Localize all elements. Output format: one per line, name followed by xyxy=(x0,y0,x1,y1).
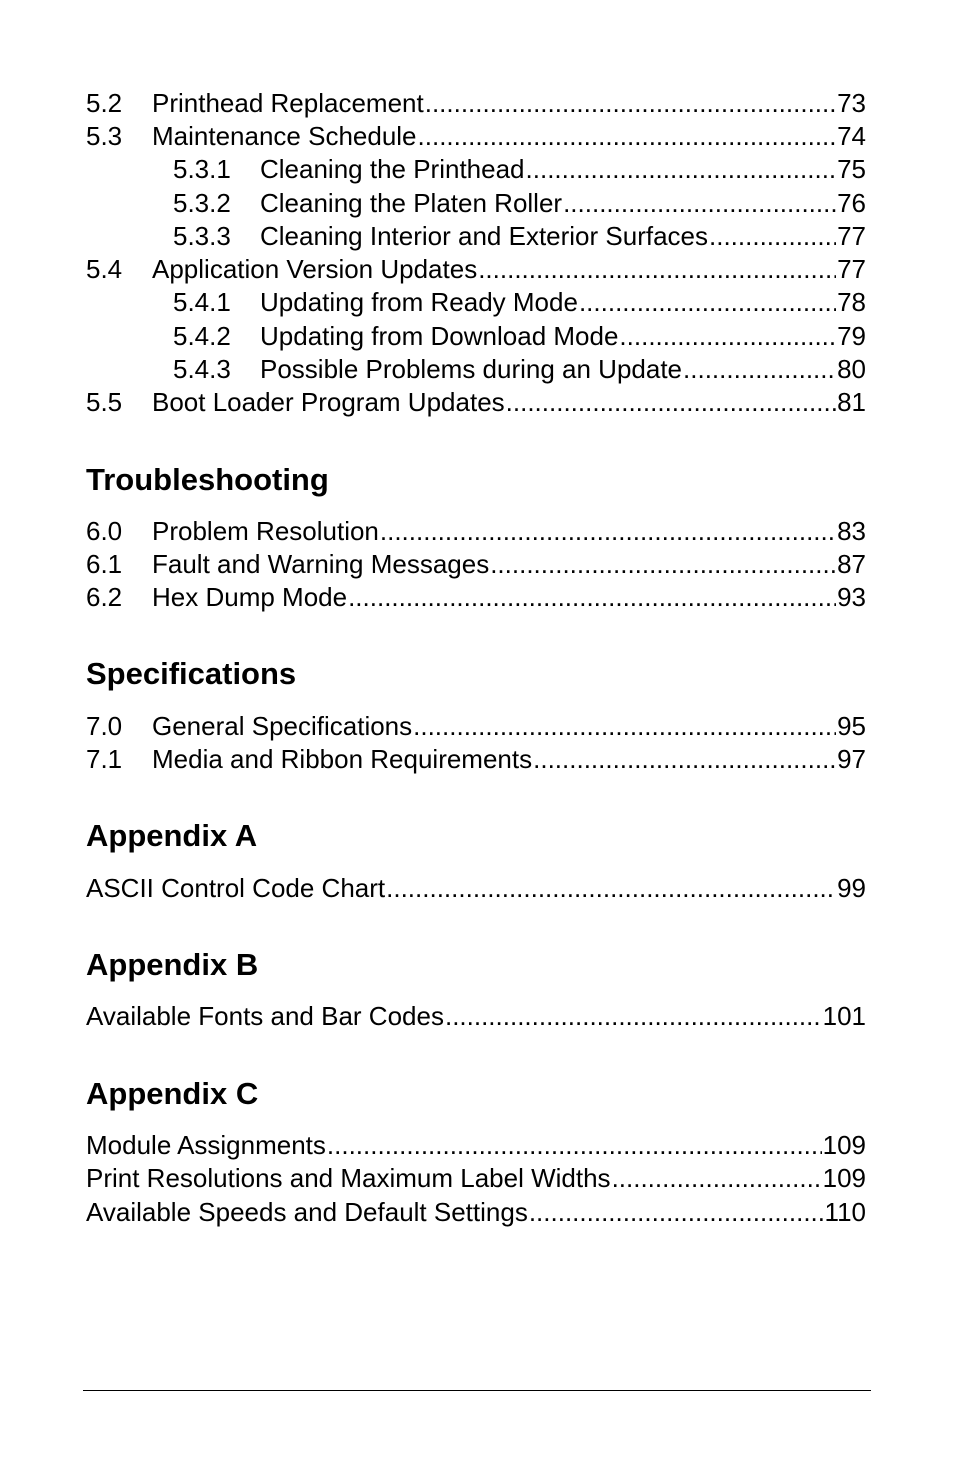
section-heading-appendix-a: Appendix A xyxy=(86,818,258,853)
dot-leader xyxy=(506,386,836,418)
dot-leader xyxy=(327,1129,822,1161)
toc-entry-5-4-3[interactable] xyxy=(173,353,866,385)
toc-entry-number: 5.3 xyxy=(86,121,123,151)
dot-leader xyxy=(348,581,836,613)
toc-entry-5-4-2[interactable] xyxy=(173,320,866,352)
toc-entry-module-assignments[interactable] xyxy=(86,1129,866,1161)
toc-entry-title: Printhead Replacement xyxy=(152,88,424,118)
toc-entry-page: 80 xyxy=(837,354,866,384)
dot-leader xyxy=(533,743,836,775)
toc-entry-7-1[interactable] xyxy=(86,743,866,775)
toc-entry-number: 5.2 xyxy=(86,88,123,118)
toc-entry-title: Print Resolutions and Maximum Label Widths xyxy=(86,1163,611,1193)
toc-entry-7-0[interactable] xyxy=(86,710,866,742)
toc-entry-available-speeds[interactable] xyxy=(86,1196,866,1228)
toc-entry-number: 6.1 xyxy=(86,549,123,579)
toc-entry-number: 6.0 xyxy=(86,516,123,546)
toc-entry-title: Available Fonts and Bar Codes xyxy=(86,1001,444,1031)
toc-entry-number: 5.3.3 xyxy=(173,221,231,251)
dot-leader xyxy=(386,872,836,904)
toc-entry-5-3-2[interactable] xyxy=(173,187,866,219)
toc-entry-number: 5.3.2 xyxy=(173,188,231,218)
toc-entry-page: 97 xyxy=(837,744,866,774)
toc-entry-title: ASCII Control Code Chart xyxy=(86,873,386,903)
toc-entry-5-3-1[interactable] xyxy=(173,153,866,185)
toc-entry-title: Available Speeds and Default Settings xyxy=(86,1197,528,1227)
dot-leader xyxy=(709,220,836,252)
toc-entry-title: Updating from Ready Mode xyxy=(260,287,578,317)
toc-entry-page: 83 xyxy=(837,516,866,546)
toc-entry-page: 73 xyxy=(837,88,866,118)
section-heading-appendix-c: Appendix C xyxy=(86,1076,259,1111)
section-heading-specifications: Specifications xyxy=(86,656,297,691)
toc-entry-title: Problem Resolution xyxy=(152,516,379,546)
dot-leader xyxy=(418,120,837,152)
toc-entry-ascii-control-code-chart[interactable] xyxy=(86,872,866,904)
toc-entry-5-3-3[interactable] xyxy=(173,220,866,252)
section-heading-troubleshooting: Troubleshooting xyxy=(86,462,329,497)
toc-entry-page: 99 xyxy=(837,873,866,903)
dot-leader xyxy=(612,1162,822,1194)
dot-leader xyxy=(526,153,837,185)
toc-entry-page: 101 xyxy=(822,1001,866,1031)
toc-entry-number: 5.3.1 xyxy=(173,154,231,184)
toc-entry-5-4[interactable] xyxy=(86,253,866,285)
dot-leader xyxy=(490,548,836,580)
toc-entry-page: 79 xyxy=(837,321,866,351)
toc-entry-page: 110 xyxy=(824,1197,866,1227)
toc-entry-title: Media and Ribbon Requirements xyxy=(152,744,533,774)
dot-leader xyxy=(425,87,836,119)
dot-leader xyxy=(445,1000,822,1032)
toc-entry-title: Cleaning the Platen Roller xyxy=(260,188,563,218)
toc-entry-page: 76 xyxy=(837,188,866,218)
toc-entry-page: 87 xyxy=(837,549,866,579)
dot-leader xyxy=(380,515,836,547)
dot-leader xyxy=(478,253,836,285)
toc-entry-page: 74 xyxy=(837,121,866,151)
toc-entry-page: 77 xyxy=(837,221,866,251)
section-heading-appendix-b: Appendix B xyxy=(86,947,259,982)
toc-entry-page: 81 xyxy=(837,387,866,417)
toc-entry-title: Hex Dump Mode xyxy=(152,582,348,612)
toc-entry-print-resolutions[interactable] xyxy=(86,1162,866,1194)
dot-leader xyxy=(619,320,836,352)
toc-entry-6-2[interactable] xyxy=(86,581,866,613)
toc-entry-number: 5.4.3 xyxy=(173,354,231,384)
toc-entry-title: Maintenance Schedule xyxy=(152,121,417,151)
toc-entry-5-3[interactable] xyxy=(86,120,866,152)
toc-entry-title: Cleaning the Printhead xyxy=(260,154,525,184)
toc-entry-number: 5.5 xyxy=(86,387,123,417)
toc-entry-available-fonts[interactable] xyxy=(86,1000,866,1032)
toc-entry-page: 109 xyxy=(822,1163,866,1193)
toc-entry-number: 5.4.1 xyxy=(173,287,231,317)
toc-entry-title: Application Version Updates xyxy=(152,254,478,284)
toc-entry-page: 109 xyxy=(822,1130,866,1160)
toc-entry-6-1[interactable] xyxy=(86,548,866,580)
toc-entry-title: Updating from Download Mode xyxy=(260,321,619,351)
toc-entry-title: Possible Problems during an Update xyxy=(260,354,683,384)
footer-divider xyxy=(83,1390,871,1391)
toc-entry-page: 93 xyxy=(837,582,866,612)
toc-entry-title: Boot Loader Program Updates xyxy=(152,387,505,417)
toc-entry-6-0[interactable] xyxy=(86,515,866,547)
toc-entry-title: Module Assignments xyxy=(86,1130,326,1160)
dot-leader xyxy=(579,286,836,318)
toc-entry-page: 75 xyxy=(837,154,866,184)
toc-entry-number: 5.4 xyxy=(86,254,123,284)
toc-entry-5-5[interactable] xyxy=(86,386,866,418)
dot-leader xyxy=(529,1196,824,1228)
toc-entry-title: Cleaning Interior and Exterior Surfaces xyxy=(260,221,709,251)
dot-leader xyxy=(563,187,836,219)
toc-entry-page: 78 xyxy=(837,287,866,317)
toc-entry-5-2[interactable] xyxy=(86,87,866,119)
toc-entry-title: Fault and Warning Messages xyxy=(152,549,490,579)
toc-entry-number: 6.2 xyxy=(86,582,123,612)
toc-entry-page: 77 xyxy=(837,254,866,284)
toc-entry-number: 7.0 xyxy=(86,711,123,741)
dot-leader xyxy=(683,353,836,385)
toc-entry-5-4-1[interactable] xyxy=(173,286,866,318)
toc-entry-title: General Specifications xyxy=(152,711,413,741)
toc-entry-page: 95 xyxy=(837,711,866,741)
dot-leader xyxy=(413,710,836,742)
toc-entry-number: 7.1 xyxy=(86,744,123,774)
toc-entry-number: 5.4.2 xyxy=(173,321,231,351)
